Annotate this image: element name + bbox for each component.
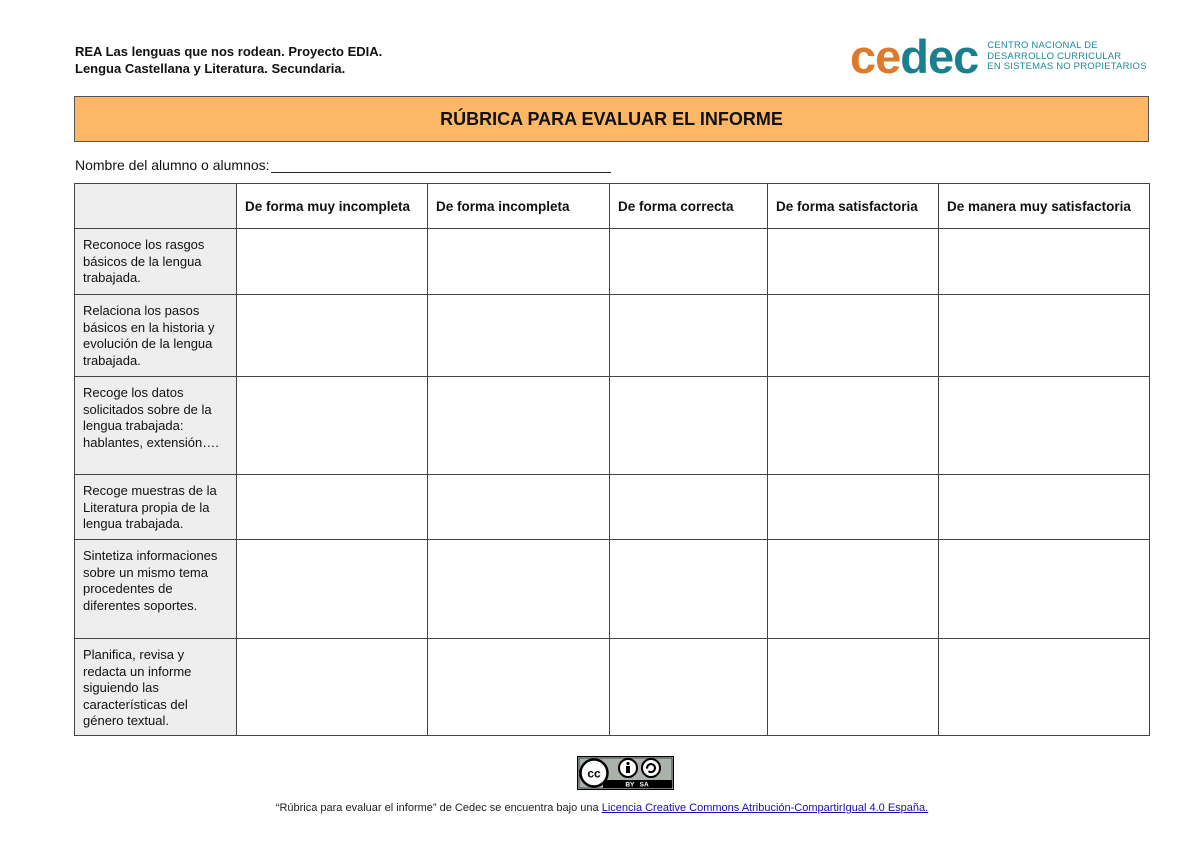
logo-subtitle-line-1: CENTRO NACIONAL DE [987, 40, 1098, 52]
header-line-2: Lengua Castellana y Literatura. Secundaria. [75, 61, 346, 76]
cc-by-sa-license-icon[interactable] [577, 756, 674, 790]
level-header: De manera muy satisfactoria [939, 184, 1150, 229]
score-cell[interactable] [768, 540, 939, 639]
score-cell[interactable] [768, 475, 939, 540]
score-cell[interactable] [768, 639, 939, 736]
score-cell[interactable] [237, 295, 428, 377]
rubric-row [75, 295, 1150, 377]
score-cell[interactable] [428, 639, 610, 736]
score-cell[interactable] [939, 295, 1150, 377]
rubric-row [75, 229, 1150, 295]
score-cell[interactable] [610, 229, 768, 295]
logo-subtitle-line-2: DESARROLLO CURRICULAR [987, 50, 1122, 62]
rubric-header-row [75, 184, 1150, 229]
license-link[interactable]: Licencia Creative Commons Atribución-CompartirIgual 4.0 España. [601, 802, 929, 814]
level-header: De forma satisfactoria [768, 184, 939, 229]
score-cell[interactable] [768, 295, 939, 377]
logo-word-teal: dec [900, 30, 979, 83]
score-cell[interactable] [610, 639, 768, 736]
score-cell[interactable] [610, 540, 768, 639]
score-cell[interactable] [237, 639, 428, 736]
score-cell[interactable] [610, 475, 768, 540]
license-prefix: “Rúbrica para evaluar el informe” de Cedec se encuentra bajo una [275, 802, 602, 814]
cc-badge-text: BY SA [625, 781, 649, 789]
score-cell[interactable] [237, 540, 428, 639]
logo-subtitle-line-3: EN SISTEMAS NO PROPIETARIOS [987, 61, 1147, 73]
rubric-row [75, 377, 1150, 475]
criterion-cell: Reconoce los rasgos básicos de la lengua trabajada. [75, 229, 237, 295]
score-cell[interactable] [939, 540, 1150, 639]
license-footer [0, 802, 1204, 814]
rubric-title-banner [74, 96, 1149, 142]
criterion-cell: Recoge muestras de la Literatura propia de la lengua trabajada. [75, 475, 237, 540]
svg-text:cc: cc [587, 766, 601, 781]
criterion-cell: Relaciona los pasos básicos en la historia y evolución de la lengua trabajada. [75, 295, 237, 377]
score-cell[interactable] [237, 377, 428, 475]
score-cell[interactable] [428, 540, 610, 639]
level-header: De forma incompleta [428, 184, 610, 229]
score-cell[interactable] [428, 229, 610, 295]
score-cell[interactable] [428, 377, 610, 475]
score-cell[interactable] [939, 639, 1150, 736]
score-cell[interactable] [237, 475, 428, 540]
logo-word-orange: ce [850, 30, 901, 83]
level-header: De forma correcta [610, 184, 768, 229]
cedec-logo-subtitle [987, 41, 1146, 73]
score-cell[interactable] [768, 229, 939, 295]
rubric-row [75, 639, 1150, 736]
rubric-row [75, 540, 1150, 639]
score-cell[interactable] [939, 229, 1150, 295]
score-cell[interactable] [939, 475, 1150, 540]
score-cell[interactable] [428, 475, 610, 540]
score-cell[interactable] [428, 295, 610, 377]
rubric-row [75, 475, 1150, 540]
level-header: De forma muy incompleta [237, 184, 428, 229]
header-line-1: REA Las lenguas que nos rodean. Proyecto EDIA. [75, 44, 383, 59]
document-header [75, 43, 382, 77]
score-cell[interactable] [768, 377, 939, 475]
score-cell[interactable] [610, 377, 768, 475]
rubric-table [74, 183, 1150, 736]
rubric-corner-cell [75, 184, 237, 229]
criterion-cell: Recoge los datos solicitados sobre de la lengua trabajada: hablantes, extensión…. [75, 377, 237, 475]
score-cell[interactable] [939, 377, 1150, 475]
criterion-cell: Planifica, revisa y redacta un informe siguiendo las características del género textual. [75, 639, 237, 736]
criterion-cell: Sintetiza informaciones sobre un mismo tema procedentes de diferentes soportes. [75, 540, 237, 639]
score-cell[interactable] [610, 295, 768, 377]
student-name-label: Nombre del alumno o alumnos: [75, 157, 270, 173]
cedec-logo [850, 30, 1147, 83]
student-name-blank[interactable] [271, 158, 611, 173]
cedec-logo-wordmark [850, 30, 979, 83]
student-name-line [75, 157, 611, 173]
score-cell[interactable] [237, 229, 428, 295]
rubric-title: RÚBRICA PARA EVALUAR EL INFORME [440, 108, 783, 129]
